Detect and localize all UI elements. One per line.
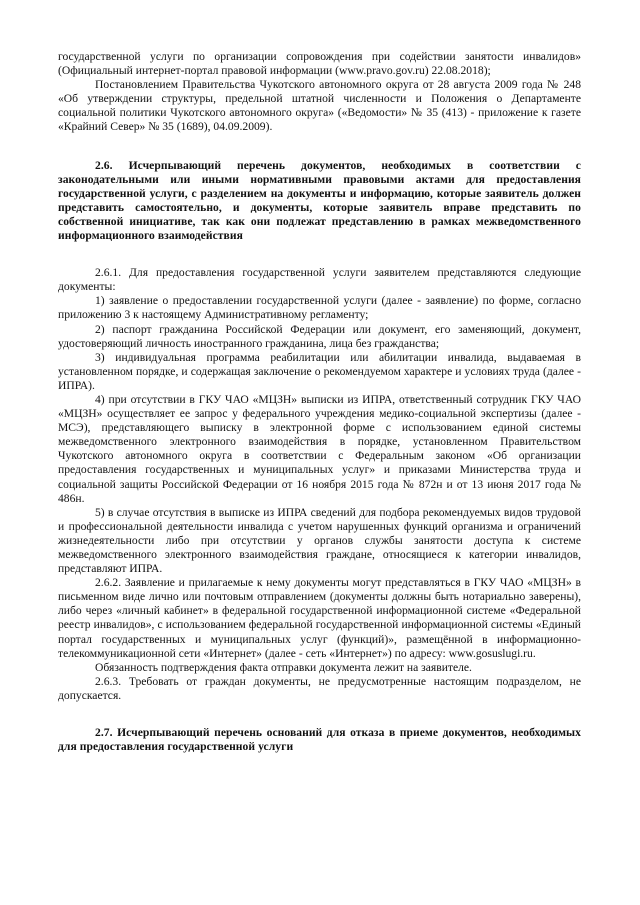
paragraph-2-6-3: 2.6.3. Требовать от граждан документы, не предусмотренные настоящим подразделом, не допускается. — [58, 674, 581, 702]
section-heading-2-6: 2.6. Исчерпывающий перечень документов, необходимых в соответствии с законодательными или иными нормативными правовыми актами для предоставления государственной услуги, с разделением на документы и информацию, которые заявитель должен представить самостоятельно, и документы, которые заявитель вправе представить по собственной инициативе, так как они подлежат представлению в рамках межведомственного информационного взаимодействия — [58, 158, 581, 243]
list-item-1: 1) заявление о предоставлении государственной услуги (далее - заявление) по форме, согласно приложению 3 к настоящему Административному регламенту; — [58, 294, 581, 322]
spacer — [58, 703, 581, 726]
section-heading-2-7: 2.7. Исчерпывающий перечень оснований для отказа в приеме документов, необходимых для предоставления государственной услуги — [58, 726, 581, 754]
paragraph-obligation: Обязанность подтверждения факта отправки документа лежит на заявителе. — [95, 660, 472, 674]
paragraph-2-6-2: 2.6.2. Заявление и прилагаемые к нему документы могут представляться в ГКУ ЧАО «МЦЗН» в письменном виде лично или почтовым отправлением (документы должны быть нотариально заверены), либо через «личный кабинет» в федеральной государственной информационной системе «Федеральной реестр инвалидов», с использованием федеральной государственной информационной системы «Единый портал государственных и муниципальных услуг (функций)», размещённой в информационно-телекоммуникационной сети «Интернет» (далее - сеть «Интернет») по адресу: www.gosuslugi.ru. — [58, 576, 581, 660]
list-item-2: 2) паспорт гражданина Российской Федерации или документ, его заменяющий, документ, удостоверяющий личность иностранного гражданина, лица без гражданства; — [58, 322, 581, 350]
spacer — [58, 243, 581, 266]
paragraph-chukotka-resolution: Постановлением Правительства Чукотского автономного округа от 28 августа 2009 года № 248 «Об утверждении структуры, предельной штатной численности и Положения о Департаменте социальной политики Чукотского автономного округа» («Ведомости» № 35 (413) - приложение к газете «Крайний Север» № 35 (1689), 04.09.2009). — [58, 78, 581, 134]
list-item-5: 5) в случае отсутствия в выписке из ИПРА сведений для подбора рекомендуемых видов трудовой и профессиональной деятельности инвалида с учетом нарушенных функций организма и ограничений жизнедеятельности либо при отсутствии у органов службы занятости доступа к системе межведомственного электронного взаимодействия граждане, относящиеся к категории инвалидов, представляют ИПРА. — [58, 505, 581, 576]
list-item-4: 4) при отсутствии в ГКУ ЧАО «МЦЗН» выписки из ИПРА, ответственный сотрудник ГКУ ЧАО «МЦЗН» осуществляет ее запрос у федерального учреждения медико-социальной экспертизы (далее - МСЭ), представляющего выписку в электронной форме с использованием единой системы межведомственного электронного взаимодействия в порядке, установленном Правительством Чукотского автономного округа в соответствии с Федеральным законом «Об организации предоставления государственных и муниципальных услуг» и приказами Министерства труда и социальной защиты Российской Федерации от 16 ноября 2015 года № 872н и от 13 июня 2017 года № 486н. — [58, 392, 581, 505]
list-item-3: 3) индивидуальная программа реабилитации или абилитации инвалида, выдаваемая в установленном порядке, и содержащая заключение о рекомендуемом характере и условиях труда (далее - ИПРА). — [58, 350, 581, 392]
document-page — [58, 50, 581, 754]
paragraph-top-continuation: государственной услуги по организации сопровождения при содействии занятости инвалидов» (Официальный интернет-портал правовой информации (www.pravo.gov.ru) 22.08.2018); — [58, 50, 581, 78]
paragraph-2-6-1: 2.6.1. Для предоставления государственной услуги заявителем представляются следующие документы: — [58, 266, 581, 294]
spacer — [58, 135, 581, 159]
